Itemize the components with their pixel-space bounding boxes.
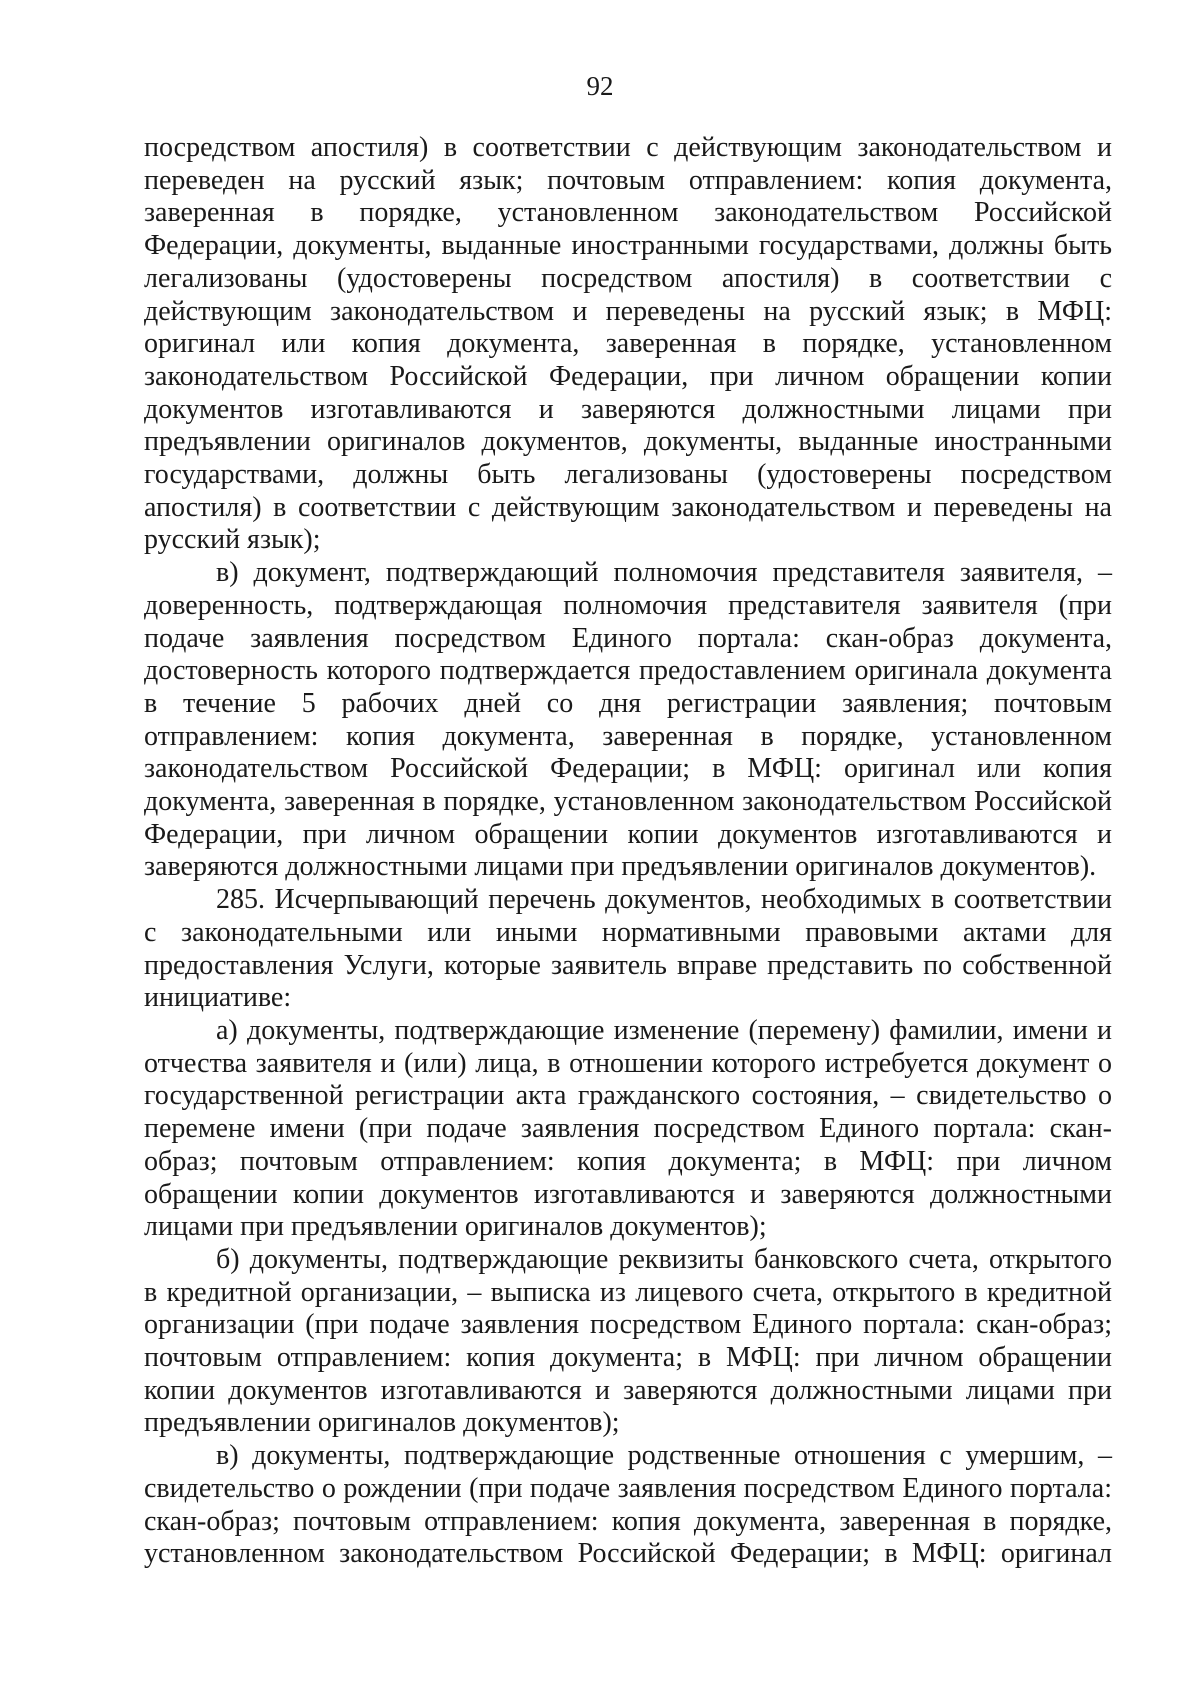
paragraph-item-v-power-of-attorney: в) документ, подтверждающий полномочия представителя заявителя, – доверенность, подтверждающая полномочия представителя заявителя (при подаче заявления посредством Единого портала: скан-образ документа, достоверность которого подтверждается предоставлением оригинала документа в течение 5 рабочих дней со дня регистрации заявления; почтовым отправлением: копия документа, заверенная в порядке, установленном законодательством Российской Федерации; в МФЦ: оригинал или копия документа, заверенная в порядке, установленном законодательством Российской Федерации, при личном обращении копии документов изготавливаются и заверяются должностными лицами при предъявлении оригиналов документов). [144,557,1112,883]
paragraph-continuation: посредством апостиля) в соответствии с действующим законодательством и переведен на русский язык; почтовым отправлением: копия документа, заверенная в порядке, установленном законодательством Российской Федерации, документы, выданные иностранными государствами, должны быть легализованы (удостоверены посредством апостиля) в соответствии с действующим законодательством и переведены на русский язык; в МФЦ: оригинал или копия документа, заверенная в порядке, установленном законодательством Российской Федерации, при личном обращении копии документов изготавливаются и заверяются должностными лицами при предъявлении оригиналов документов, документы, выданные иностранными государствами, должны быть легализованы (удостоверены посредством апостиля) в соответствии с действующим законодательством и переведены на русский язык); [144,132,1112,556]
paragraph-item-v-kinship: в) документы, подтверждающие родственные отношения с умершим, – свидетельство о рождении (при подаче заявления посредством Единого портала: скан-образ; почтовым отправлением: копия документа, заверенная в порядке, установленном законодательством Российской Федерации; в МФЦ: оригинал [144,1440,1112,1570]
document-body [144,132,1112,1571]
paragraph-item-b-bank-account: б) документы, подтверждающие реквизиты банковского счета, открытого в кредитной организации, – выписка из лицевого счета, открытого в кредитной организации (при подаче заявления посредством Единого портала: скан-образ; почтовым отправлением: копия документа; в МФЦ: при личном обращении копии документов изготавливаются и заверяются должностными лицами при предъявлении оригиналов документов); [144,1243,1112,1439]
paragraph-285: 285. Исчерпывающий перечень документов, необходимых в соответствии с законодательными или иными нормативными правовыми актами для предоставления Услуги, которые заявитель вправе представить по собственной инициативе: [144,884,1112,1014]
page-number: 92 [586,71,614,101]
paragraph-item-a-name-change: а) документы, подтверждающие изменение (перемену) фамилии, имени и отчества заявителя и (или) лица, в отношении которого истребуется документ о государственной регистрации акта гражданского состояния, – свидетельство о перемене имени (при подаче заявления посредством Единого портала: скан-образ; почтовым отправлением: копия документа; в МФЦ: при личном обращении копии документов изготавливаются и заверяются должностными лицами при предъявлении оригиналов документов); [144,1014,1112,1243]
